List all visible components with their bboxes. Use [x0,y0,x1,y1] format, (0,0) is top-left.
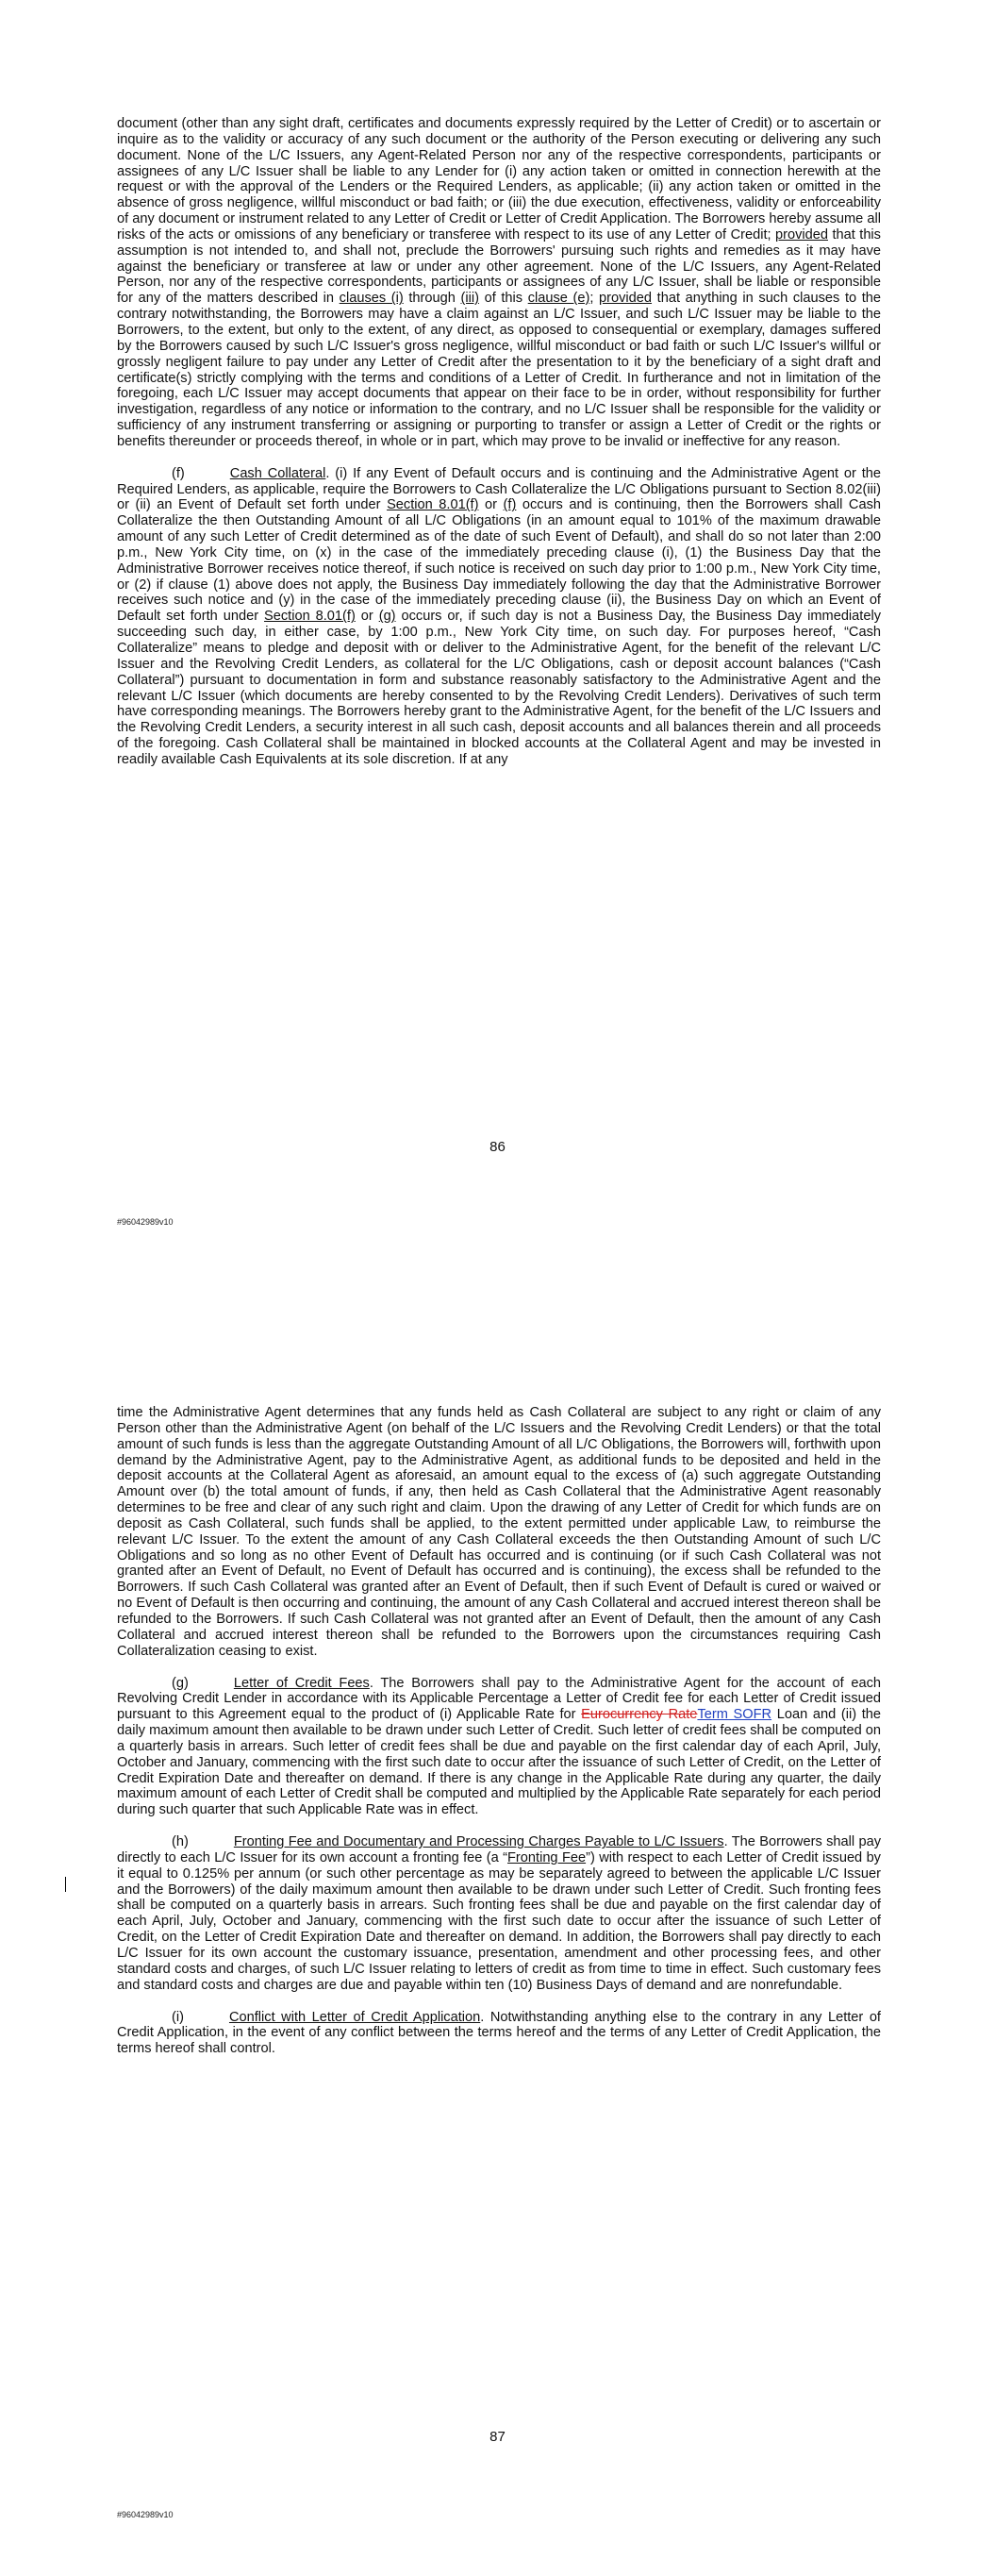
deleted-text: Eurocurrency Rate [581,1707,698,1723]
page-number: 87 [489,2429,506,2445]
clause-label: (i) [172,2009,184,2025]
paragraph-g-letter-of-credit-fees: (g) Letter of Credit Fees. The Borrowers shall pay to the Administrative Agent for the account of each Revolving Credit Lender in accordance with its Applicable Percentage a Letter of Credit fee for each Letter of Credit issued pursuant to this Agreement equal to the product of (i) Applicable Rate for Eurocurrency RateTerm SOFR Loan and (ii) the daily maximum amount then available to be drawn under such Letter of Credit. Such letter of credit fees shall be computed on a quarterly basis in arrears. Such letter of credit fees shall be due and payable on the first calendar day of each April, July, October and January, commencing with the first such date to occur after the issuance of such Letter of Credit, on the Letter of Credit Expiration Date and thereafter on demand. If there is any change in the Applicable Rate during any quarter, the daily maximum amount of each Letter of Credit shall be computed and multiplied by the Applicable Rate separately for each period during such quarter that such Applicable Rate was in effect. [117,1675,881,1818]
clause-label: (f) [172,465,185,481]
paragraph-e-continuation: document (other than any sight draft, certificates and documents expressly required by the Letter of Credit) or to ascertain or inquire as to the validity or accuracy of any such document or the authority of the Person executing or delivering any such document. None of the L/C Issuers, any Agent-Related Person nor any of the respective correspondents, participants or assignees of any L/C Issuer shall be liable to any Lender for (i) any action taken or omitted in connection herewith at the request or with the approval of the Lenders or the Required Lenders, as applicable; (ii) any action taken or omitted in the absence of gross negligence, willful misconduct or bad faith; or (iii) the due execution, effectiveness, validity or enforceability of any document or instrument related to any Letter of Credit or Letter of Credit Application. The Borrowers hereby assume all risks of the acts or omissions of any beneficiary or transferee with respect to its use of any Letter of Credit; provided that this assumption is not intended to, and shall not, preclude the Borrowers' pursuing such rights and remedies as it may have against the beneficiary or transferee at law or under any other agreement. None of the L/C Issuers, any Agent-Related Person, nor any of the respective correspondents, participants or assignees of any L/C Issuer, shall be liable or responsible for any of the matters described in clauses (i) through (iii) of this clause (e); provided that anything in such clauses to the contrary notwithstanding, the Borrowers may have a claim against an L/C Issuer, and such L/C Issuer may be liable to the Borrowers, to the extent, but only to the extent, of any direct, as opposed to consequential or exemplary, damages suffered by the Borrowers caused by such L/C Issuer's gross negligence, willful misconduct or bad faith or such L/C Issuer's willful or grossly negligent failure to pay under any Letter of Credit after the presentation to it by the beneficiary of a sight draft and certificate(s) strictly complying with the terms and conditions of a Letter of Credit. In furtherance and not in limitation of the foregoing, each L/C Issuer may accept documents that appear on their face to be in order, without responsibility for further investigation, regardless of any notice or information to the contrary, and no L/C Issuer shall be responsible for the validity or sufficiency of any instrument transferring or assigning or purporting to transfer or assign a Letter of Credit or the rights or benefits thereunder or proceeds thereof, in whole or in part, which may prove to be invalid or ineffective for any reason. [117,116,882,449]
page-87-body [117,1405,881,2057]
section-heading: Cash Collateral [229,465,326,481]
paragraph-f-continuation: time the Administrative Agent determines that any funds held as Cash Collateral are subject to any right or claim of any Person other than the Administrative Agent (on behalf of the L/C Issuers and the Revolving Credit Lenders) or that the total amount of such funds is less than the aggregate Outstanding Amount of all L/C Obligations, the Borrowers will, forthwith upon demand by the Administrative Agent, pay to the Administrative Agent, as additional funds to be deposited and held in the deposit accounts at the Collateral Agent as aforesaid, an amount equal to the excess of (a) such aggregate Outstanding Amount over (b) the total amount of funds, if any, then held as Cash Collateral that the Administrative Agent reasonably determines to be free and clear of any such right and claim. Upon the drawing of any Letter of Credit for which funds are on deposit as Cash Collateral, such funds shall be applied, to the extent permitted under applicable Law, to reimburse the relevant L/C Issuer. To the extent the amount of any Cash Collateral exceeds the then Outstanding Amount of such L/C Obligations and so long as no other Event of Default has occurred and is continuing (or if such Cash Collateral was not granted after an Event of Default, no Event of Default has occurred and is continuing), the excess shall be refunded to the Borrowers. If such Cash Collateral was granted after an Event of Default, then if such Event of Default is cured or waived or no Event of Default is then occurring and continuing, the amount of any Cash Collateral and accrued interest thereon shall be refunded to the Borrowers. If such Cash Collateral was not granted after an Event of Default, then the amount of any Cash Collateral and accrued interest thereon shall be refunded to the Borrowers upon the circumstances requiring Cash Collateralization ceasing to exist. [117,1405,881,1659]
paragraph-i-conflict: (i) Conflict with Letter of Credit Application. Notwithstanding anything else to the contrary in any Letter of Credit Application, in the event of any conflict between the terms hereof and the terms of any Letter of Credit Application, the terms hereof shall control. [117,2009,881,2057]
paragraph-f-cash-collateral: (f) Cash Collateral. (i) If any Event of Default occurs and is continuing and the Administrative Agent or the Required Lenders, as applicable, require the Borrowers to Cash Collateralize the L/C Obligations pursuant to Section 8.02(iii) or (ii) an Event of Default set forth under Section 8.01(f) or (f) occurs and is continuing, then the Borrowers shall Cash Collateralize the then Outstanding Amount of all L/C Obligations (in an amount equal to 101% of the maximum drawable amount of any such Letter of Credit determined as of the date of such Event of Default), and shall do so not later than 2:00 p.m., New York City time, on (x) in the case of the immediately preceding clause (i), (1) the Business Day that the Administrative Borrower receives notice thereof, if such notice is received on such day prior to 1:00 p.m., New York City time, or (2) if clause (1) above does not apply, the Business Day immediately following the day that the Administrative Borrower receives such notice and (y) in the case of the immediately preceding clause (ii), the Business Day on which an Event of Default set forth under Section 8.01(f) or (g) occurs or, if such day is not a Business Day, the Business Day immediately succeeding such day, in either case, by 1:00 p.m., New York City time, on such day. For purposes hereof, “Cash Collateralize” means to pledge and deposit with or deliver to the Administrative Agent, for the benefit of the relevant L/C Issuer and the Revolving Credit Lenders, as collateral for the L/C Obligations, cash or deposit account balances (“Cash Collateral”) pursuant to documentation in form and substance reasonably satisfactory to the Administrative Agent and the relevant L/C Issuer (which documents are hereby consented to by the Revolving Credit Lenders). Derivatives of such term have corresponding meanings. The Borrowers hereby grant to the Administrative Agent, for the benefit of the L/C Issuers and the Revolving Credit Lenders, a security interest in all such cash, deposit accounts and all balances therein and all proceeds of the foregoing. Cash Collateral shall be maintained in blocked accounts at the Collateral Agent and may be invested in readily available Cash Equivalents at its sole discretion. If at any [117,465,882,767]
section-heading: Fronting Fee and Documentary and Processing Charges Payable to L/C Issuers [233,1834,724,1850]
paragraph-h-fronting-fee: (h) Fronting Fee and Documentary and Processing Charges Payable to L/C Issuers. The Borrowers shall pay directly to each L/C Issuer for its own account a fronting fee (a “Fronting Fee”) with respect to each Letter of Credit issued by it equal to 0.125% per annum (or such other percentage as may be separately agreed to between the applicable L/C Issuer and the Borrowers) of the daily maximum amount then available to be drawn under such Letter of Credit. Such fronting fees shall be computed on a quarterly basis in arrears. Such fronting fees shall be due and payable on the first calendar day of each April, July, October and January, commencing with the first such date to occur after the issuance of such Letter of Credit, on the Letter of Credit Expiration Date and thereafter on demand. In addition, the Borrowers shall pay directly to each L/C Issuer for its own account the customary issuance, presentation, amendment and other processing fees, and other standard costs and charges, of such L/C Issuer relating to letters of credit as from time to time in effect. Such customary fees and standard costs and charges are due and payable within ten (10) Business Days of demand and are nonrefundable. [117,1834,881,1993]
page-86-body [117,116,881,768]
inserted-text: Term SOFR [697,1707,772,1723]
clause-label: (h) [172,1834,189,1850]
page-number: 86 [489,1139,506,1155]
section-heading: Conflict with Letter of Credit Application [228,2009,481,2025]
change-bar [65,1877,66,1892]
document-id: #96042989v10 [117,2510,174,2519]
clause-label: (g) [172,1675,189,1691]
document-id: #96042989v10 [117,1217,174,1227]
page-87 [0,1288,995,2576]
section-heading: Letter of Credit Fees [233,1675,370,1691]
